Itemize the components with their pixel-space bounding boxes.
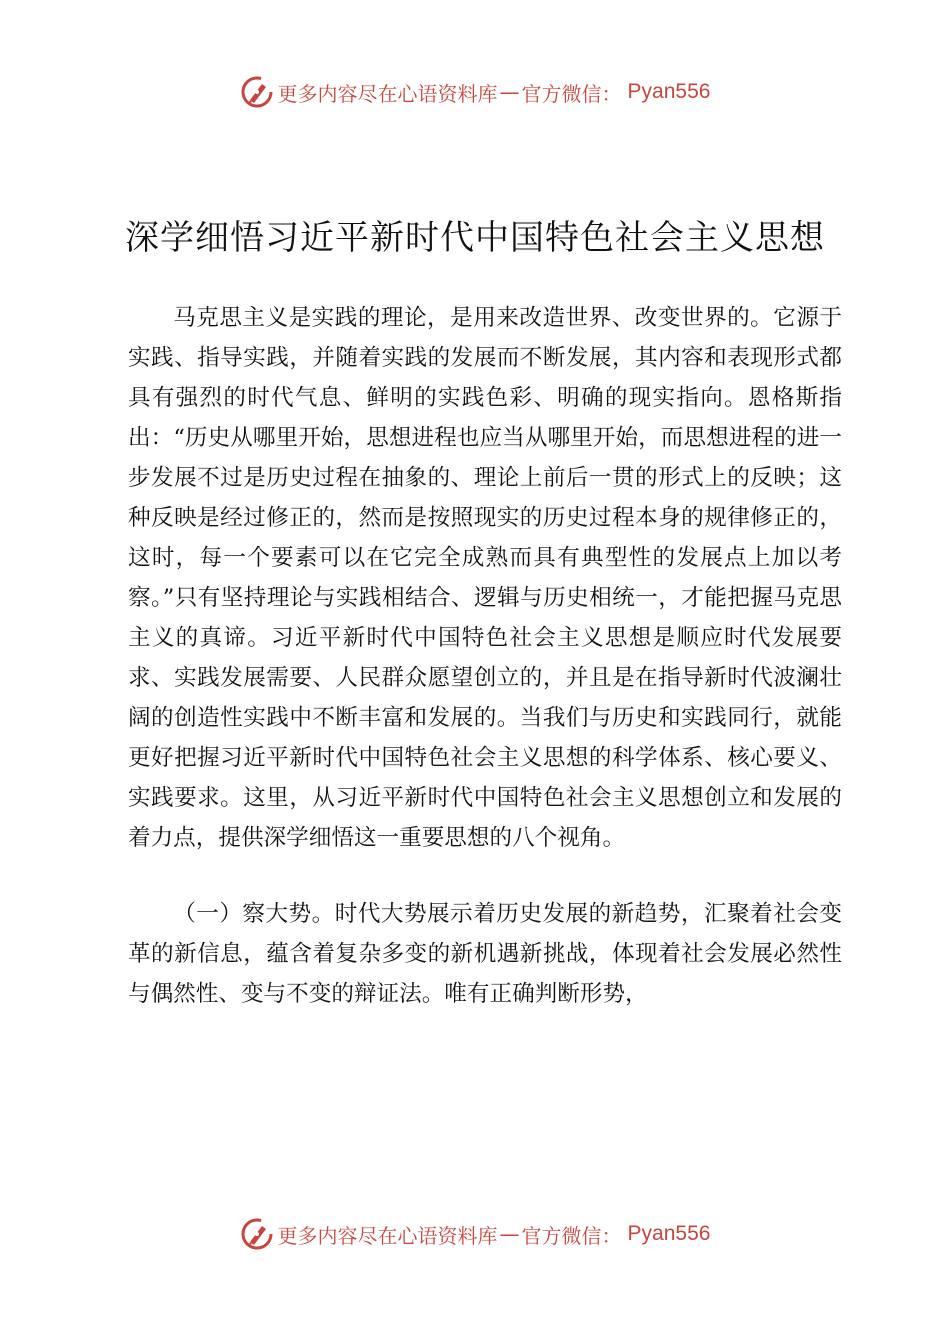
footer-watermark-banner — [0, 1214, 950, 1254]
pen-nib-logo-icon — [240, 75, 274, 109]
body-paragraph-2: （一）察大势。时代大势展示着历史发展的新趋势，汇聚着社会变革的新信息，蕴含着复杂多变的新机遇新挑战，体现着社会发展必然性与偶然性、变与不变的辩证法。唯有正确判断形势， — [128, 901, 842, 1007]
header-watermark-banner — [0, 72, 950, 112]
banner-wechat-label: 官方微信： — [521, 81, 622, 106]
banner-wechat-label: 官方微信： — [521, 1223, 622, 1248]
banner-brand-text: 更多内容尽在心语资料库 — [277, 81, 498, 106]
banner-separator: — — [499, 80, 520, 104]
body-paragraph-1: 马克思主义是实践的理论，是用来改造世界、改变世界的。它源于实践、指导实践，并随着实践的发展而不断发展，其内容和表现形式都具有强烈的时代气息、鲜明的实践色彩、明确的现实指向。恩格斯指出：“历史从哪里开始，思想进程也应当从哪里开始，而思想进程的进一步发展不过是历史过程在抽象的、理论上前后一贯的形式上的反映；这种反映是经过修正的，然而是按照现实的历史过程本身的规律修正的，这时，每一个要素可以在它完全成熟而具有典型性的发展点上加以考察。”只有坚持理论与实践相结合、逻辑与历史相统一，才能把握马克思主义的真谛。习近平新时代中国特色社会主义思想是顺应时代发展要求、实践发展需要、人民群众愿望创立的，并且是在指导新时代波澜壮阔的创造性实践中不断丰富和发展的。当我们与历史和实践同行，就能更好把握习近平新时代中国特色社会主义思想的科学体系、核心要义、实践要求。这里，从习近平新时代中国特色社会主义思想创立和发展的着力点，提供深学细悟这一重要思想的八个视角。 — [128, 305, 842, 851]
banner-wechat-id: Pyan556 — [627, 80, 711, 103]
pen-nib-logo-icon — [240, 1217, 274, 1251]
banner-separator: — — [499, 1222, 520, 1246]
banner-wechat-id: Pyan556 — [627, 1222, 711, 1245]
banner-brand-text: 更多内容尽在心语资料库 — [277, 1223, 498, 1248]
document-title: 深学细悟习近平新时代中国特色社会主义思想 — [125, 218, 825, 258]
